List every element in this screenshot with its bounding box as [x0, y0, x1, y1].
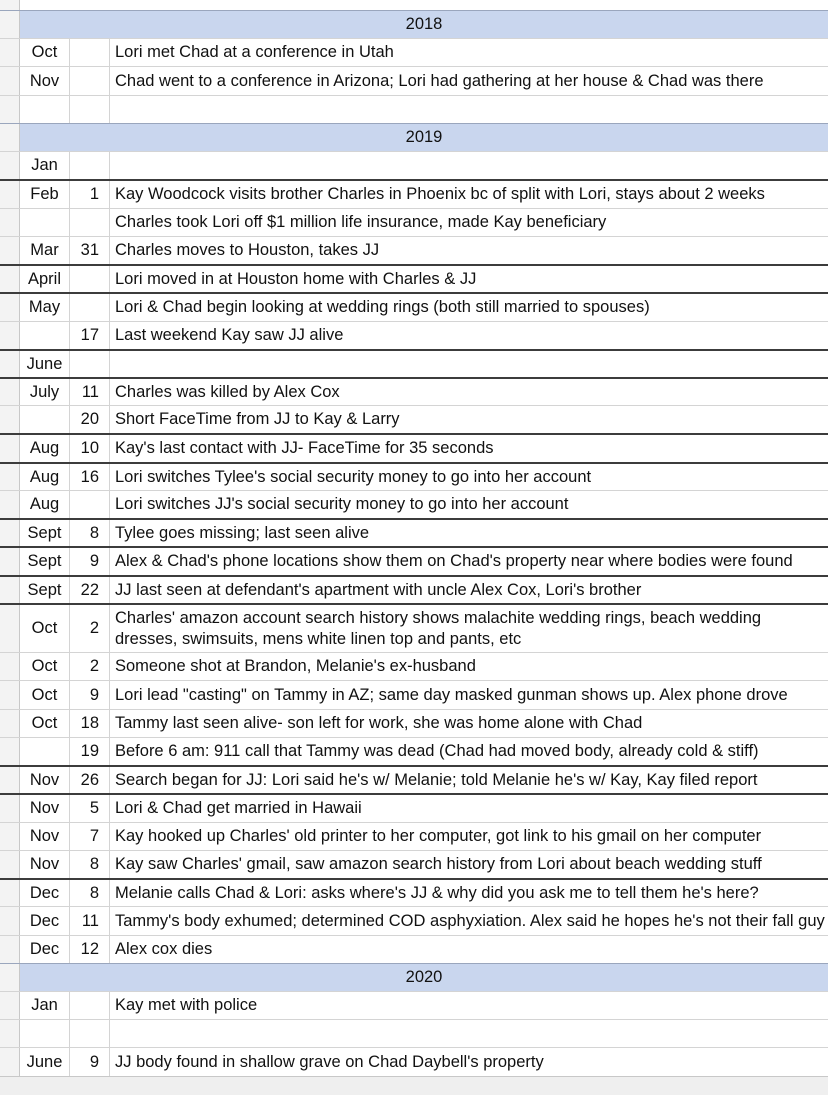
row-header[interactable]	[0, 795, 20, 822]
row-header[interactable]	[0, 520, 20, 546]
row-header[interactable]	[0, 823, 20, 850]
month-cell[interactable]: Dec	[20, 936, 70, 963]
row-header[interactable]	[0, 96, 20, 123]
table-row	[0, 433, 828, 462]
event-cell[interactable]	[110, 1020, 828, 1047]
month-cell[interactable]: June	[20, 1048, 70, 1076]
event-cell[interactable]: Kay met with police	[115, 996, 258, 1014]
month-cell[interactable]: Feb	[20, 181, 70, 208]
row-header[interactable]	[0, 406, 20, 433]
table-row	[0, 66, 828, 95]
row-header[interactable]	[0, 491, 20, 518]
table-row	[0, 38, 828, 66]
event-cell[interactable]: Tammy last seen alive- son left for work, she was home alone with Chad	[115, 714, 643, 732]
row-header[interactable]	[0, 767, 20, 793]
table-row	[0, 405, 828, 433]
event-cell[interactable]: Lori lead "casting" on Tammy in AZ; same day masked gunman shows up. Alex phone drove	[115, 685, 788, 704]
day-cell[interactable]	[70, 67, 110, 95]
month-cell[interactable]: Nov	[20, 851, 70, 878]
month-cell[interactable]: Nov	[20, 67, 70, 95]
day-cell[interactable]	[70, 152, 110, 179]
month-cell[interactable]	[20, 406, 70, 433]
event-cell[interactable]: Melanie calls Chad & Lori: asks where's JJ & why did you ask me to tell them he's here?	[115, 883, 759, 902]
row-header[interactable]	[0, 181, 20, 208]
table-row	[0, 518, 828, 546]
month-cell[interactable]: Sept	[20, 577, 70, 603]
row-header[interactable]	[0, 379, 20, 405]
row-header[interactable]	[0, 710, 20, 737]
event-cell[interactable]	[110, 96, 828, 123]
row-header[interactable]	[0, 992, 20, 1019]
day-cell[interactable]: 9	[70, 1048, 110, 1076]
event-cell[interactable]: JJ last seen at defendant's apartment with uncle Alex Cox, Lori's brother	[115, 580, 642, 599]
row-header[interactable]	[0, 11, 20, 38]
day-cell[interactable]: 16	[70, 464, 110, 490]
table-row	[0, 906, 828, 935]
table-row	[0, 991, 828, 1019]
day-cell[interactable]: 18	[70, 710, 110, 737]
row-header[interactable]	[0, 266, 20, 292]
year-cell[interactable]: 2018	[20, 11, 828, 38]
table-row	[0, 462, 828, 490]
event-cell[interactable]: Charles took Lori off $1 million life insurance, made Kay beneficiary	[115, 213, 607, 231]
month-cell[interactable]	[20, 1020, 70, 1047]
row-header[interactable]	[0, 851, 20, 878]
month-cell[interactable]: May	[20, 294, 70, 321]
event-cell[interactable]: Charles was killed by Alex Cox	[115, 382, 340, 401]
row-header[interactable]	[0, 237, 20, 264]
month-cell[interactable]: Oct	[20, 605, 70, 652]
table-row	[0, 208, 828, 236]
row-header[interactable]	[0, 67, 20, 95]
month-cell[interactable]: Oct	[20, 681, 70, 709]
table-row	[0, 377, 828, 405]
sheet-bottom-bar	[0, 1076, 828, 1095]
table-row	[0, 349, 828, 377]
table-row	[0, 822, 828, 850]
day-cell[interactable]: 20	[70, 406, 110, 433]
month-cell[interactable]: Jan	[20, 992, 70, 1019]
event-cell[interactable]: Alex cox dies	[115, 940, 213, 958]
row-header[interactable]	[0, 152, 20, 179]
table-row	[0, 575, 828, 603]
table-row	[0, 179, 828, 208]
table-row	[0, 236, 828, 264]
row-header[interactable]	[0, 548, 20, 575]
event-cell[interactable]: Charles moves to Houston, takes JJ	[115, 241, 380, 259]
event-cell[interactable]: Tylee goes missing; last seen alive	[115, 523, 370, 542]
day-cell[interactable]: 1	[70, 181, 110, 208]
day-cell[interactable]: 31	[70, 237, 110, 264]
month-cell[interactable]: Nov	[20, 767, 70, 793]
month-cell[interactable]: Jan	[20, 152, 70, 179]
table-row	[0, 292, 828, 321]
table-row	[0, 1047, 828, 1076]
event-cell[interactable]: Short FaceTime from JJ to Kay & Larry	[115, 410, 400, 428]
row-header[interactable]	[0, 738, 20, 765]
event-cell[interactable]: Lori switches JJ's social security money to go into her account	[115, 495, 569, 513]
row-header[interactable]	[0, 605, 20, 652]
month-cell[interactable]: Oct	[20, 653, 70, 680]
event-cell[interactable]: Tammy's body exhumed; determined COD asphyxiation. Alex said he hopes he's not their fall guy	[115, 911, 825, 930]
table-row	[0, 546, 828, 575]
event-cell[interactable]: Last weekend Kay saw JJ alive	[115, 326, 344, 344]
day-cell[interactable]	[70, 266, 110, 292]
day-cell[interactable]	[70, 491, 110, 518]
event-cell[interactable]: Chad went to a conference in Arizona; Lori had gathering at her house & Chad was there	[115, 71, 764, 90]
year-header-row	[0, 10, 828, 38]
row-header[interactable]	[0, 435, 20, 462]
event-cell[interactable]: Someone shot at Brandon, Melanie's ex-husband	[115, 657, 476, 675]
row-header-corner	[0, 0, 20, 10]
event-cell[interactable]: Lori switches Tylee's social security money to go into her account	[115, 467, 592, 486]
month-cell[interactable]: June	[20, 351, 70, 377]
table-row	[0, 264, 828, 292]
day-cell[interactable]: 10	[70, 435, 110, 462]
day-cell[interactable]: 9	[70, 548, 110, 575]
month-cell[interactable]: Nov	[20, 823, 70, 850]
day-cell[interactable]: 7	[70, 823, 110, 850]
event-cell[interactable]: Kay saw Charles' gmail, saw amazon search history from Lori about beach wedding stuff	[115, 855, 762, 873]
event-cell[interactable]: Kay Woodcock visits brother Charles in Phoenix bc of split with Lori, stays about 2 weeks	[115, 185, 765, 203]
event-cell[interactable]	[110, 351, 828, 377]
month-cell[interactable]: Sept	[20, 548, 70, 575]
day-cell[interactable]	[70, 209, 110, 236]
row-header[interactable]	[0, 464, 20, 490]
row-header[interactable]	[0, 1020, 20, 1047]
table-row	[0, 709, 828, 737]
row-header[interactable]	[0, 964, 20, 991]
row-header[interactable]	[0, 322, 20, 349]
event-cell[interactable]: Kay's last contact with JJ- FaceTime for 35 seconds	[115, 439, 494, 457]
row-header[interactable]	[0, 124, 20, 151]
row-header[interactable]	[0, 351, 20, 377]
row-header[interactable]	[0, 1048, 20, 1076]
month-cell[interactable]: Nov	[20, 795, 70, 822]
row-header[interactable]	[0, 294, 20, 321]
day-cell[interactable]: 2	[70, 653, 110, 680]
table-row	[0, 95, 828, 123]
day-cell[interactable]: 12	[70, 936, 110, 963]
event-cell[interactable]	[110, 152, 828, 179]
event-cell[interactable]: Before 6 am: 911 call that Tammy was dead (Chad had moved body, already cold & stiff)	[115, 742, 759, 760]
event-cell[interactable]: Search began for JJ: Lori said he's w/ Melanie; told Melanie he's w/ Kay, Kay filed report	[115, 770, 758, 789]
table-row	[0, 490, 828, 518]
day-cell[interactable]: 11	[70, 907, 110, 935]
day-cell[interactable]: 9	[70, 681, 110, 709]
event-cell[interactable]: Lori moved in at Houston home with Charles & JJ	[115, 269, 477, 288]
table-row	[0, 793, 828, 822]
event-cell[interactable]: Lori & Chad begin looking at wedding rings (both still married to spouses)	[115, 298, 650, 316]
day-cell[interactable]	[70, 96, 110, 123]
month-cell[interactable]: Oct	[20, 710, 70, 737]
row-header[interactable]	[0, 39, 20, 66]
day-cell[interactable]: 17	[70, 322, 110, 349]
day-cell[interactable]: 22	[70, 577, 110, 603]
month-cell[interactable]: Mar	[20, 237, 70, 264]
month-cell[interactable]: April	[20, 266, 70, 292]
month-cell[interactable]: Aug	[20, 464, 70, 490]
table-row	[0, 603, 828, 652]
month-cell[interactable]: Aug	[20, 491, 70, 518]
table-row	[0, 935, 828, 963]
day-cell[interactable]	[70, 1020, 110, 1047]
table-row	[0, 737, 828, 765]
row-header[interactable]	[0, 936, 20, 963]
row-header[interactable]	[0, 681, 20, 709]
year-header-row	[0, 123, 828, 151]
day-cell[interactable]: 5	[70, 795, 110, 822]
day-cell[interactable]	[70, 992, 110, 1019]
month-cell[interactable]: Dec	[20, 880, 70, 906]
year-cell[interactable]: 2020	[20, 964, 828, 991]
day-cell[interactable]: 8	[70, 851, 110, 878]
table-row	[0, 151, 828, 179]
row-header[interactable]	[0, 577, 20, 603]
event-cell[interactable]: Lori & Chad get married in Hawaii	[115, 799, 362, 817]
day-cell[interactable]	[70, 351, 110, 377]
day-cell[interactable]: 26	[70, 767, 110, 793]
day-cell[interactable]	[70, 294, 110, 321]
month-cell[interactable]: Aug	[20, 435, 70, 462]
row-header[interactable]	[0, 209, 20, 236]
table-row	[0, 321, 828, 349]
year-cell[interactable]: 2019	[20, 124, 828, 151]
day-cell[interactable]: 8	[70, 520, 110, 546]
table-row	[0, 878, 828, 906]
table-row	[0, 680, 828, 709]
day-cell[interactable]: 11	[70, 379, 110, 405]
row-header[interactable]	[0, 880, 20, 906]
month-cell[interactable]: Sept	[20, 520, 70, 546]
event-cell[interactable]: Alex & Chad's phone locations show them on Chad's property near where bodies were found	[115, 552, 793, 570]
table-row	[0, 652, 828, 680]
month-cell[interactable]	[20, 209, 70, 236]
event-cell[interactable]: Kay hooked up Charles' old printer to her computer, got link to his gmail on her computer	[115, 827, 762, 845]
day-cell[interactable]: 2	[70, 605, 110, 652]
month-cell[interactable]: Oct	[20, 39, 70, 66]
table-row	[0, 1019, 828, 1047]
month-cell[interactable]	[20, 96, 70, 123]
month-cell[interactable]: Dec	[20, 907, 70, 935]
event-cell[interactable]: JJ body found in shallow grave on Chad Daybell's property	[115, 1052, 544, 1071]
month-cell[interactable]	[20, 738, 70, 765]
row-header[interactable]	[0, 907, 20, 935]
row-header[interactable]	[0, 653, 20, 680]
day-cell[interactable]	[70, 39, 110, 66]
day-cell[interactable]: 8	[70, 880, 110, 906]
event-cell[interactable]: Charles' amazon account search history shows malachite wedding rings, beach wedding dresses, swimsuits, mens white linen top and pants, etc	[115, 608, 762, 648]
month-cell[interactable]	[20, 322, 70, 349]
event-cell[interactable]: Lori met Chad at a conference in Utah	[115, 43, 394, 61]
month-cell[interactable]: July	[20, 379, 70, 405]
day-cell[interactable]: 19	[70, 738, 110, 765]
year-header-row	[0, 963, 828, 991]
table-row	[0, 765, 828, 793]
table-row	[0, 850, 828, 878]
